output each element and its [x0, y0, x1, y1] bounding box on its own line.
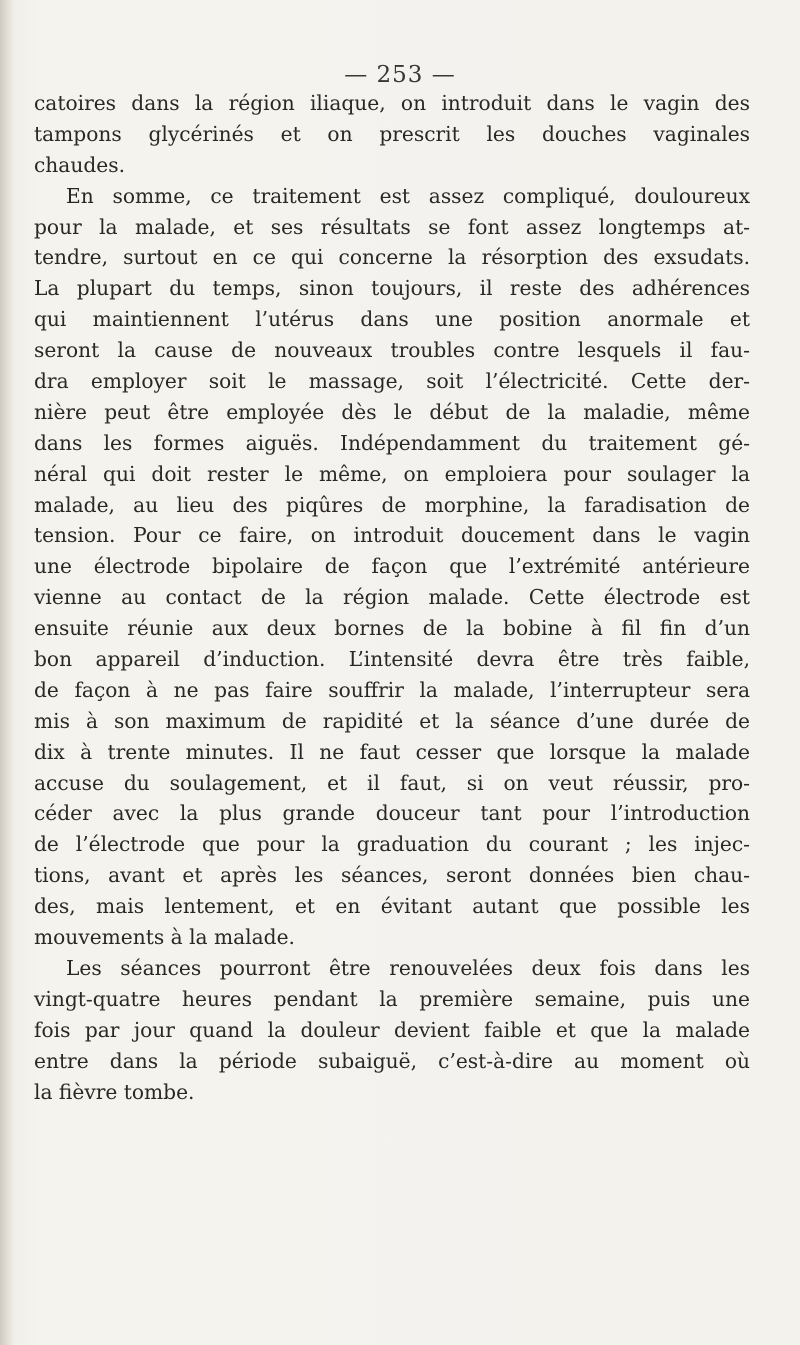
text-line: dix à trente minutes. Il ne faut cesser que lorsque la malade	[34, 739, 750, 764]
text-line: nière peut être employée dès le début de la maladie, même	[34, 399, 750, 424]
text-line: la fièvre tombe.	[34, 1079, 195, 1104]
text-line: tampons glycérinés et on prescrit les douches vaginales	[34, 121, 750, 146]
page-number: — 253 —	[344, 62, 456, 88]
text-line: tions, avant et après les séances, seront données bien chau-	[34, 863, 750, 888]
text-line: dra employer soit le massage, soit l’électricité. Cette der-	[34, 369, 750, 394]
text-line: La plupart du temps, sinon toujours, il reste des adhérences	[34, 276, 750, 301]
text-line: de façon à ne pas faire souffrir la malade, l’interrupteur sera	[34, 677, 750, 702]
text-line: vienne au contact de la région malade. Cette électrode est	[34, 585, 750, 610]
text-line: ensuite réunie aux deux bornes de la bobine à fil fin d’un	[34, 616, 750, 641]
text-line: En somme, ce traitement est assez compliqué, douloureux	[66, 183, 750, 208]
text-line: accuse du soulagement, et il faut, si on veut réussir, pro-	[34, 770, 750, 795]
text-line: malade, au lieu des piqûres de morphine, la faradisation de	[34, 492, 750, 517]
text-line: tendre, surtout en ce qui concerne la résorption des exsudats.	[34, 245, 750, 270]
text-line: une électrode bipolaire de façon que l’extrémité antérieure	[34, 554, 750, 579]
text-line: pour la malade, et ses résultats se font assez longtemps at-	[34, 214, 750, 239]
text-line: mis à son maximum de rapidité et la séance d’une durée de	[34, 708, 750, 733]
text-line: de l’électrode que pour la graduation du courant ; les injec-	[34, 832, 750, 857]
text-line: fois par jour quand la douleur devient faible et que la malade	[34, 1017, 750, 1042]
text-line: vingt-quatre heures pendant la première semaine, puis une	[34, 986, 750, 1011]
text-line: seront la cause de nouveaux troubles contre lesquels il fau-	[34, 338, 750, 363]
text-line: bon appareil d’induction. L’intensité devra être très faible,	[34, 647, 750, 672]
body-text	[34, 88, 750, 1107]
text-line: Les séances pourront être renouvelées deux fois dans les	[66, 955, 750, 980]
page-binding-edge	[0, 0, 14, 1345]
text-line: chaudes.	[34, 152, 125, 177]
text-line: entre dans la période subaiguë, c’est-à-dire au moment où	[34, 1048, 750, 1073]
text-line: des, mais lentement, et en évitant autant que possible les	[34, 894, 750, 919]
text-line: qui maintiennent l’utérus dans une position anormale et	[34, 307, 750, 332]
text-line: néral qui doit rester le même, on emploiera pour soulager la	[34, 461, 750, 486]
text-line: céder avec la plus grande douceur tant pour l’introduction	[34, 801, 750, 826]
text-line: dans les formes aiguës. Indépendamment du traitement gé-	[34, 430, 750, 455]
text-line: catoires dans la région iliaque, on introduit dans le vagin des	[34, 91, 750, 115]
text-line: mouvements à la malade.	[34, 925, 295, 950]
text-line: tension. Pour ce faire, on introduit doucement dans le vagin	[34, 523, 750, 548]
